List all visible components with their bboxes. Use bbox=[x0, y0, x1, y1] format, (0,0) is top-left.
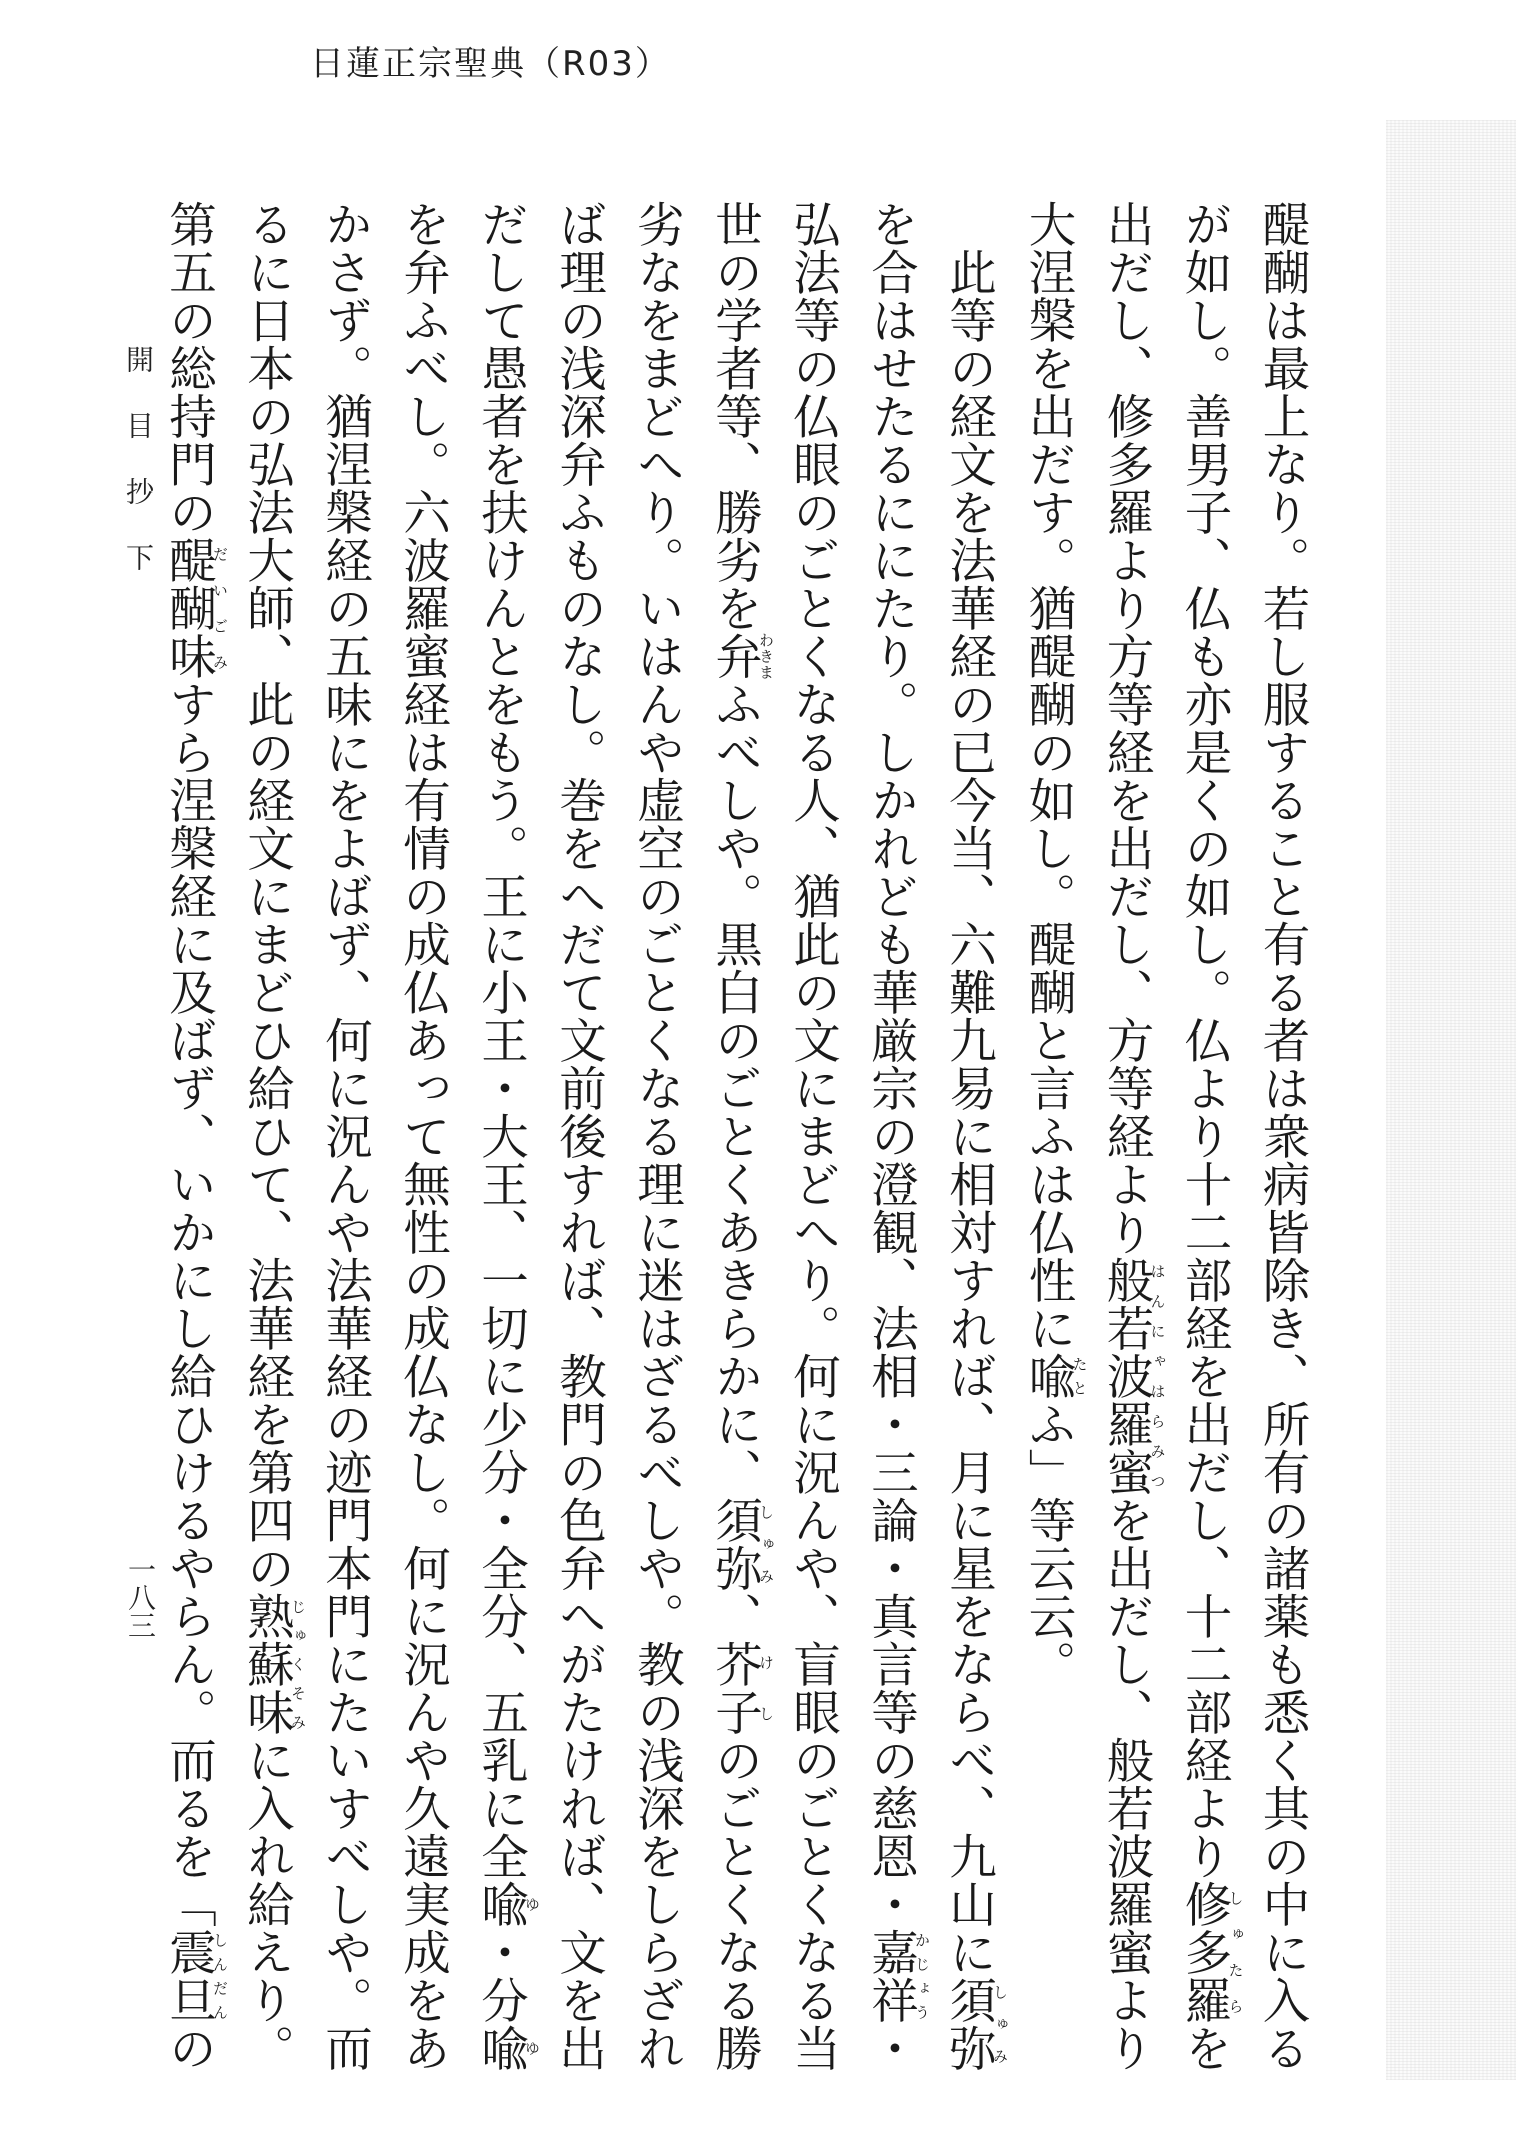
furigana-reading: しんだん bbox=[211, 1928, 229, 2024]
ruby-annotated-word: 喩たと bbox=[1020, 1352, 1089, 1400]
ruby-annotated-word: 須弥しゅみ bbox=[940, 1975, 1009, 2072]
furigana-reading: だいごみ bbox=[211, 536, 229, 680]
furigana-reading: けし bbox=[757, 1640, 775, 1736]
running-chapter-title: 開目抄下 bbox=[122, 345, 155, 609]
page-header-title: 日蓮正宗聖典（R03） bbox=[310, 44, 671, 84]
ruby-annotated-word: 弁わきま bbox=[706, 632, 775, 680]
ruby-annotated-word: 震旦しんだん bbox=[160, 1928, 229, 2024]
ruby-annotated-word: 喩ゆ bbox=[472, 1880, 541, 1928]
furigana-reading: ゆ bbox=[523, 2024, 541, 2072]
furigana-reading: ゆ bbox=[523, 1880, 541, 1928]
furigana-reading: かじょう bbox=[913, 1928, 931, 2024]
ruby-annotated-word: 嘉祥かじょう bbox=[862, 1928, 931, 2024]
page-number: 一八三 bbox=[124, 1555, 157, 1639]
ruby-annotated-word: 醍醐味だいごみ bbox=[160, 536, 229, 680]
scan-edge-shading bbox=[1386, 120, 1516, 2080]
paragraph-1: 醍醐は最上なり。若し服すること有る者は衆病皆除き、所有の諸薬も悉く其の中に入るが如し。善男子、仏も亦是くの如し。仏より十二部経を出だし、十二部経より修多羅しゅたらを出だし、修多羅より方等経を出だし、方等経より般若波羅蜜はんにゃはらみつを出だし、般若波羅蜜より大涅槃を出だす。猶醍醐の如し。醍醐と言ふは仏性に喩たとふ」等云云。 bbox=[1020, 200, 1309, 2072]
furigana-reading: はんにゃはらみつ bbox=[1148, 1256, 1167, 1496]
furigana-reading: じゅくそみ bbox=[289, 1592, 307, 1736]
furigana-reading: しゅみ bbox=[757, 1496, 775, 1592]
ruby-annotated-word: 熟蘇味じゅくそみ bbox=[238, 1592, 307, 1736]
furigana-reading: わきま bbox=[757, 632, 775, 680]
scripture-body-text bbox=[160, 200, 1320, 2100]
furigana-reading: たと bbox=[1070, 1352, 1089, 1400]
ruby-annotated-word: 喩ゆ bbox=[472, 2024, 541, 2072]
paragraph-2: 此等の経文を法華経の已今当、六難九易に相対すれば、月に星をならべ、九山に須弥しゅみを合はせたるににたり。しかれども華厳宗の澄観、法相・三論・真言等の慈恩・嘉祥かじょう・弘法等の仏眼のごとくなる人、猶此の文にまどへり。何に況んや、盲眼のごとくなる当世の学者等、勝劣を弁わきまふべしや。黒白のごとくあきらかに、須弥しゅみ、芥子けしのごとくなる勝劣なをまどへり。いはんや虚空のごとくなる理に迷はざるべしや。教の浅深をしらざれば理の浅深弁ふものなし。巻をへだて文前後すれば、教門の色弁へがたければ、文を出だして愚者を扶けんとをもう。王に小王・大王、一切に少分・全分、五乳に全喩ゆ・分喩ゆを弁ふべし。六波羅蜜経は有情の成仏あって無性の成仏なし。何に況んや久遠実成をあかさず。猶涅槃経の五味にをよばず、何に況んや法華経の迹門本門にたいすべしや。而るに日本の弘法大師、此の経文にまどひ給ひて、法華経を第四の熟蘇味じゅくそみに入れ給えり。第五の総持門の醍醐味だいごみすら涅槃経に及ばず、いかにし給ひけるやらん。而るを「震旦しんだんの bbox=[160, 200, 1009, 2072]
ruby-annotated-word: 修多羅しゅたら bbox=[1176, 1880, 1245, 2024]
furigana-reading: しゅみ bbox=[991, 1975, 1009, 2072]
ruby-annotated-word: 須弥しゅみ bbox=[706, 1496, 775, 1592]
ruby-annotated-word: 芥子けし bbox=[706, 1640, 775, 1736]
ruby-annotated-word: 般若波羅蜜はんにゃはらみつ bbox=[1098, 1256, 1167, 1496]
furigana-reading: しゅたら bbox=[1226, 1880, 1245, 2024]
